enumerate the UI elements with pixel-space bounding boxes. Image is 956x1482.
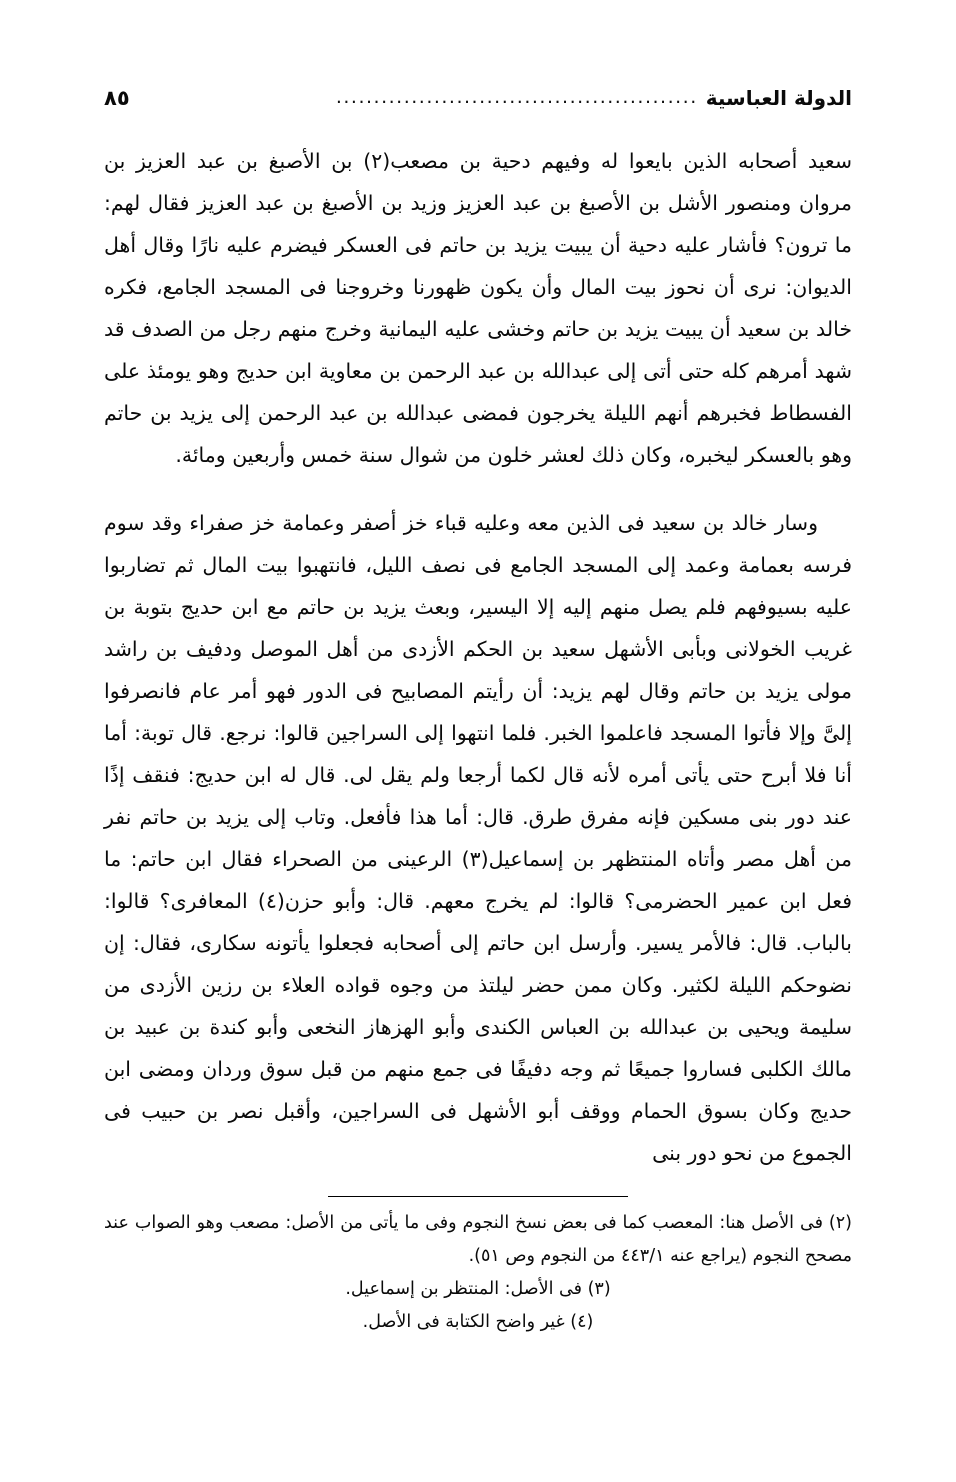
footnote-item: (٣) فى الأصل: المنتظر بن إسماعيل. [345,1279,611,1299]
footnote-separator [328,1196,628,1197]
paragraph: سعيد أصحابه الذين بايعوا له وفيهم دحية بن مصعب(٢) بن الأصبغ بن عبد العزيز بن مروان ومنصور الأشل بن الأصبغ بن عبد العزيز وزيد بن الأصبغ بن عبد العزيز فقال لهم: ما ترون؟ فأشار عليه دحية أن يبيت يزيد بن حاتم فى العسكر فيضرم عليه نارًا وقال أهل الديوان: نرى أن نحوز بيت المال وأن يكون ظهورنا وخروجنا فى المسجد الجامع، فكره خالد بن سعيد أن يبيت يزيد بن حاتم وخشى عليه اليمانية وخرج منهم رجل من الصدف قد شهد أمرهم كله حتى أتى إلى عبدالله بن عبد الرحمن بن معاوية ابن حديج وهو يومئذ على الفسطاط فخبرهم أنهم الليلة يخرجون فمضى عبدالله بن عبد الرحمن إلى يزيد بن حاتم وهو بالعسكر ليخبره، وكان ذلك لعشر خلون من شوال سنة خمس وأربعين ومائة. [104,149,852,467]
body-text [104,140,852,1174]
book-title: الدولة العباسية [705,86,852,110]
paragraph: وسار خالد بن سعيد فى الذين معه وعليه قباء خز أصفر وعمامة خز صفراء وقد سوم فرسه بعمامة وعمد إلى المسجد الجامع فى نصف الليل، فانتهبوا بيت المال ثم تضاربوا عليه بسيوفهم فلم يصل منهم إليه إلا اليسير، وبعث يزيد بن حاتم مع ابن حديج بتوبة بن غريب الخولانى وبأبى الأشهل سعيد بن الحكم الأزدى من أهل الموصل ودفيف بن راشد مولى يزيد بن حاتم وقال لهم يزيد: أن رأيتم المصابيح فى الدور فهو أمر عام فانصرفوا إلىَّ وإلا فأتوا المسجد فاعلموا الخبر. فلما انتهوا إلى السراجين قالوا: نرجع. قال توبة: أما أنا فلا أبرح حتى يأتى أمره لأنه قال لكما أرجعا ولم يقل لى. قال له ابن حديج: فنقف إذًا عند دور بنى مسكين فإنه مفرق طرق. قال: أما هذا فأفعل. وتاب إلى يزيد بن حاتم نفر من أهل مصر وأتاه المنتظهر بن إسماعيل(٣) الرعينى من الصحراء فقال ابن حاتم: ما فعل ابن عمير الحضرمى؟ قالوا: لم يخرج معهم. قال: وأبو حزن(٤) المعافرى؟ قالوا: بالباب. قال: فالأمر يسير. وأرسل ابن حاتم إلى أصحابه فجعلوا يأتونه سكارى، فقال: إن نضوحكم الليلة لكثير. وكان ممن حضر ليلتذ من وجوه قواده العلاء بن رزين الأزدى من سليمة ويحيى بن عبدالله بن العباس الكندى وأبو الهزهاز النخعى وأبو كندة بن عبيد بن مالك الكلبى فساروا جميعًا ثم وجه دفيفًا فى جمع منهم من قبل سوق وردان ومضى ابن حديج وكان بسوق الحمام ووقف أبو الأشهل فى السراجين، وأقبل نصر بن حبيب فى الجموع من نحو دور بنى [104,511,852,1165]
header-dot-leader: ................................................ [335,86,698,108]
footnote-item: (٢) فى الأصل هنا: المعصب كما فى بعض نسخ النجوم وفى ما يأتى من الأصل: مصعب وهو الصواب عند مصحح النجوم (يراجع عنه ٤٤٣/١ من النجوم وص ٥١). [104,1213,852,1266]
footnote-item: (٤) غير واضح الكتابة فى الأصل. [362,1312,594,1332]
page-number: ٨٥ [104,86,130,110]
footnotes [104,1207,852,1339]
page-header [104,86,852,110]
